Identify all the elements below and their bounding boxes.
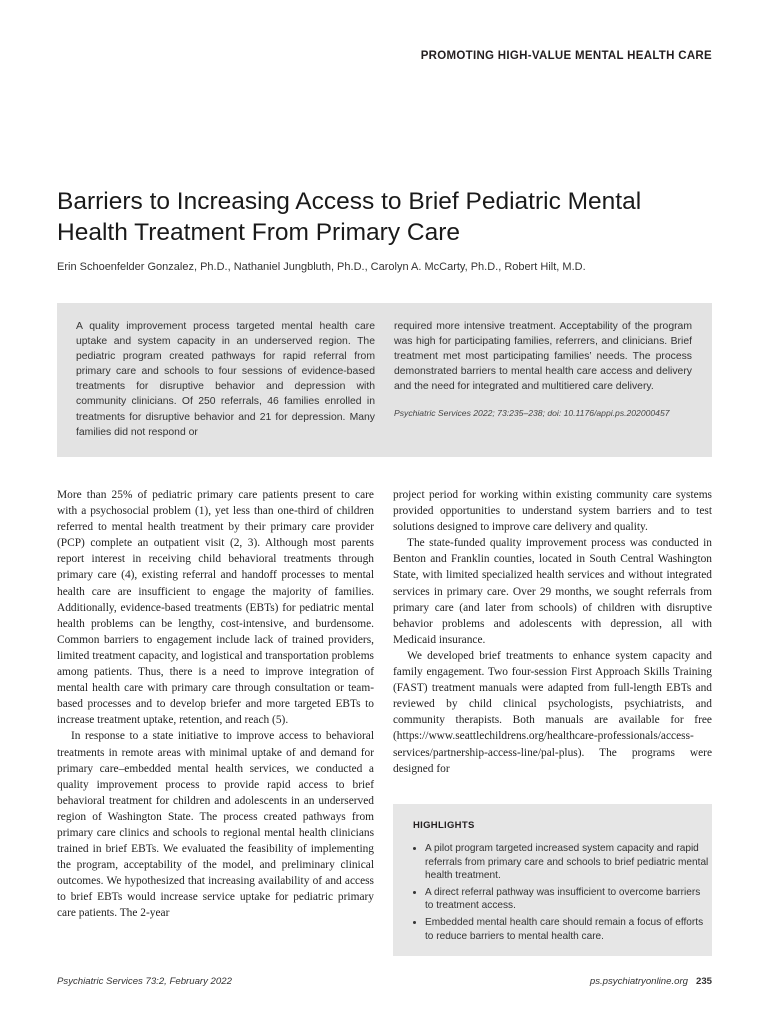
abstract-text-left: A quality improvement process targeted mental health care uptake and system capacity in an underserved region. The pediatric program created pathways for rapid referral from primary care and schools to four sessions of evidence-based treatments for disruptive behavior and depression with community clinicians. Of 250 referrals, 46 families enrolled in treatments for disruptive behavior and 21 for depression. Many families did not respond or xyxy=(76,321,375,438)
body-paragraph: We developed brief treatments to enhance system capacity and family engagement. Two four-session First Approach Skills Training (FAST) treatment manuals were adapted from full-length EBTs and reviewed by child clinical psychologists, psychiatrists, and community therapists. Both manuals are available for free (https://www.seattlechildrens.org/healthcare-professionals/access-services/partnership-access-line/pal-plus). The programs were designed for xyxy=(393,649,712,775)
page-number: 235 xyxy=(695,976,712,987)
highlight-item: • A direct referral pathway was insufficient to overcome barriers to treatment access. xyxy=(425,886,710,913)
footer-website: ps.psychiatryonline.org xyxy=(589,976,688,987)
author-list: Erin Schoenfelder Gonzalez, Ph.D., Nathaniel Jungbluth, Ph.D., Carolyn A. McCarty, Ph.D., Robert Hilt, M.D. xyxy=(57,261,586,273)
citation: Psychiatric Services 2022; 73:235–238; doi: 10.1176/appi.ps.202000457 xyxy=(394,408,670,419)
highlights-list xyxy=(413,842,710,946)
body-paragraph: The state-funded quality improvement process was conducted in Benton and Franklin counties, located in South Central Washington State, with limited specialized health services and without integrated services in primary care. Over 29 months, we sought referrals from primary care (and later from schools) of children with disruptive behavior problems and adolescents with depression, all with Medicaid insurance. xyxy=(393,537,712,646)
body-paragraph: In response to a state initiative to improve access to behavioral treatments in remote areas with minimal uptake of and demand for primary care–embedded mental health services, we conducted a quality improvement process to provide rapid access to brief behavioral treatment for children and adolescents in an underserved region of Washington State. The process created pathways from primary care clinics and schools to regional mental health clinicians trained in brief EBTs. We evaluated the feasibility of implementing the program, acceptability of the model, and preliminary clinical outcomes. We hypothesized that increasing availability of and access to brief EBTs would increase service uptake for pediatric primary care patients. The 2-year xyxy=(57,730,374,920)
highlight-item: • A pilot program targeted increased system capacity and rapid referrals from primary care and schools to brief pediatric mental health treatment. xyxy=(425,842,710,883)
body-paragraph: More than 25% of pediatric primary care patients present to care with a psychosocial problem (1), yet less than one-third of children referred to mental health treatment by their primary care provider (PCP) complete an outpatient visit (2, 3). Although most parents report interest in receiving child behavioral treatments through primary care (4), existing referral and handoff processes to mental health care are insufficient to engage the majority of families. Additionally, evidence-based treatments (EBTs) for pediatric mental health problems can be lengthy, cost-intensive, and burdensome. Common barriers to engagement include lack of trained providers, limited treatment capacity, and logistical and transportation problems among patients. Thus, there is a need to improve integration of mental health care with primary care through consultation or team-based processes and to develop briefer and more targeted EBTs to increase treatment uptake, retention, and reach (5). xyxy=(57,489,374,727)
highlights-title: HIGHLIGHTS xyxy=(413,820,475,831)
body-right-column xyxy=(393,487,712,777)
abstract-right-column xyxy=(394,319,692,422)
highlights-box xyxy=(393,804,712,956)
abstract-left-column xyxy=(76,319,375,440)
abstract-text-right: required more intensive treatment. Acceptability of the program was high for participating families, referrers, and clinicians. Brief treatment met most participating families’ needs. The process demonstrated barriers to mental health care access and delivery and the need for integrated and multitiered care delivery. xyxy=(394,321,692,393)
footer-journal: Psychiatric Services 73:2, February 2022 xyxy=(57,976,232,987)
body-paragraph: project period for working within existing community care systems provided opportunities to understand system barriers and to test solutions designed to improve care delivery and quality. xyxy=(393,489,712,534)
running-head: PROMOTING HIGH-VALUE MENTAL HEALTH CARE xyxy=(420,50,712,62)
body-left-column xyxy=(57,487,374,922)
article-title: Barriers to Increasing Access to Brief Pediatric Mental Health Treatment From Primary Care xyxy=(57,188,642,246)
footer-right xyxy=(590,976,712,987)
abstract-box xyxy=(57,303,712,457)
highlight-item: • Embedded mental health care should remain a focus of efforts to reduce barriers to mental health care. xyxy=(425,916,710,943)
